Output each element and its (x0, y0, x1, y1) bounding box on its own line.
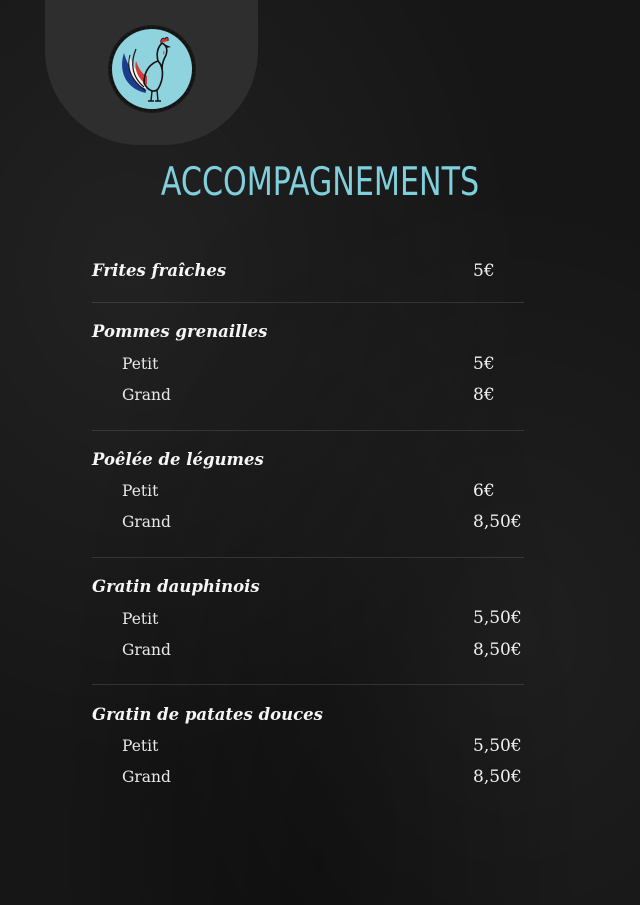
divider (92, 557, 524, 558)
divider (92, 302, 524, 303)
menu-item-name: Gratin dauphinois (92, 577, 260, 596)
page-title: ACCOMPAGNEMENTS (160, 160, 480, 205)
size-label: Grand (122, 768, 171, 786)
size-price: 5,50€ (473, 736, 522, 756)
size-price: 5,50€ (473, 608, 522, 628)
size-label: Grand (122, 641, 171, 659)
size-label: Petit (122, 482, 159, 500)
menu-item-name: Pommes grenailles (92, 322, 268, 341)
size-price: 5€ (473, 354, 495, 374)
menu-item-price: 5€ (473, 261, 495, 281)
size-price: 8,50€ (473, 512, 522, 532)
size-label: Petit (122, 737, 159, 755)
menu-item-name: Frites fraîches (92, 261, 227, 280)
size-price: 8,50€ (473, 640, 522, 660)
size-label: Grand (122, 513, 171, 531)
size-price: 8€ (473, 385, 495, 405)
menu-item-name: Gratin de patates douces (92, 705, 323, 724)
size-label: Grand (122, 386, 171, 404)
size-label: Petit (122, 355, 159, 373)
size-label: Petit (122, 610, 159, 628)
menu-list (92, 0, 524, 905)
size-price: 8,50€ (473, 767, 522, 787)
divider (92, 430, 524, 431)
size-price: 6€ (473, 481, 495, 501)
menu-item-name: Poêlée de légumes (92, 450, 264, 469)
divider (92, 684, 524, 685)
